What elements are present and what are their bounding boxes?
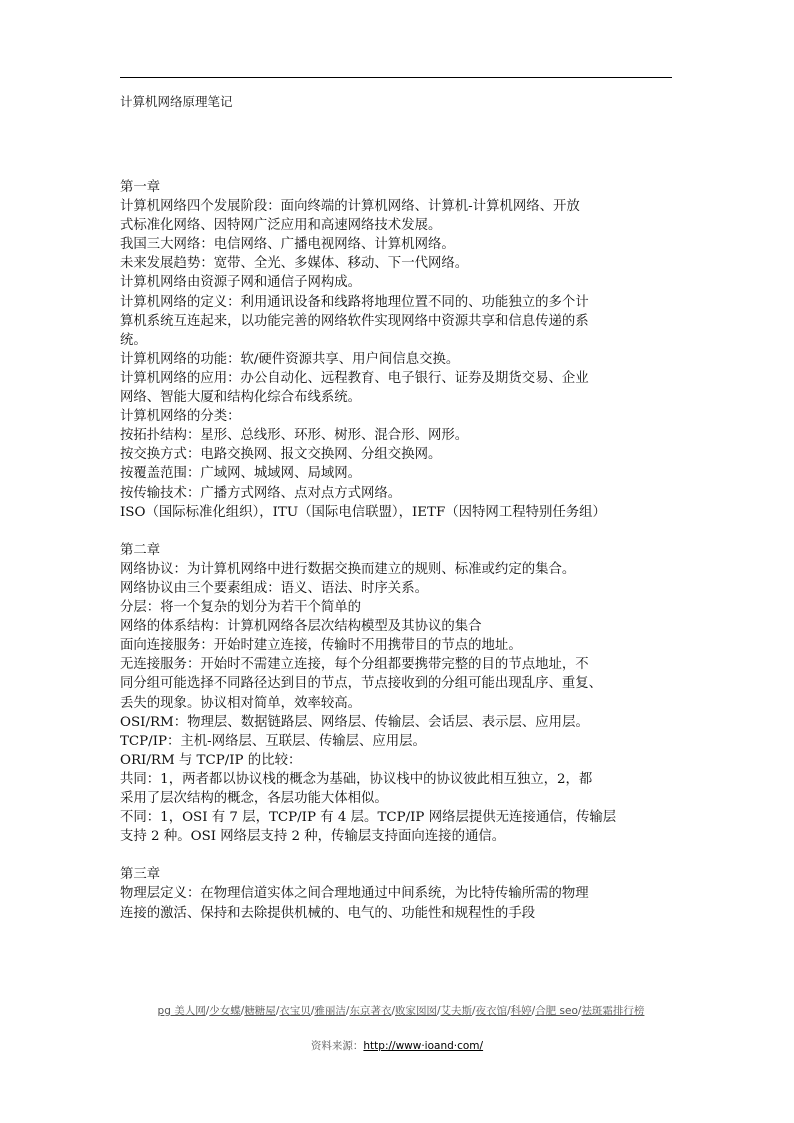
- paragraph-line: TCP/IP：主机-网络层、互联层、传输层、应用层。: [120, 733, 426, 749]
- paragraph-line: 未来发展趋势：宽带、全光、多媒体、移动、下一代网络。: [120, 256, 469, 272]
- chapter-heading: 第一章: [120, 180, 161, 195]
- paragraph-line: 无连接服务：开始时不需建立连接，每个分组都要携带完整的目的节点地址，不: [120, 657, 589, 673]
- footer-link[interactable]: 艾夫斯: [440, 1005, 473, 1017]
- paragraph-line: 按覆盖范围：广域网、城域网、局域网。: [120, 466, 362, 482]
- paragraph-line: 计算机网络的分类：: [120, 409, 241, 425]
- footer-link[interactable]: 合肥 seo: [535, 1005, 578, 1017]
- paragraph-line: 丢失的现象。协议相对简单，效率较高。: [120, 695, 362, 711]
- paragraph-line: 按交换方式：电路交换网、报文交换网、分组交换网。: [120, 447, 442, 463]
- footer-link[interactable]: 衣宝贝: [279, 1005, 311, 1017]
- paragraph-line: 不同：1，OSI 有 7 层，TCP/IP 有 4 层。TCP/IP 网络层提供无连接通信，传输层: [120, 810, 617, 826]
- chapter-heading: 第二章: [120, 542, 161, 558]
- paragraph-line: 计算机网络由资源子网和通信子网构成。: [120, 275, 362, 291]
- paragraph-line: 按传输技术：广播方式网络、点对点方式网络。: [120, 485, 402, 501]
- paragraph-line: 按拓扑结构：星形、总线形、环形、树形、混合形、网形。: [120, 428, 469, 444]
- footer-link[interactable]: pg 美人网: [157, 1005, 206, 1017]
- paragraph-line: 计算机网络的应用：办公自动化、远程教育、电子银行、证券及期货交易、企业: [120, 370, 589, 386]
- paragraph-line: 式标准化网络、因特网广泛应用和高速网络技术发展。: [120, 218, 442, 234]
- paragraph-line: 计算机网络四个发展阶段：面向终端的计算机网络、计算机-计算机网络、开放: [120, 199, 580, 215]
- paragraph-line: 物理层定义：在物理信道实体之间合理地通过中间系统，为比特传输所需的物理: [120, 886, 589, 902]
- chapter-heading: 第三章: [120, 867, 161, 883]
- paragraph-line: ORI/RM 与 TCP/IP 的比较：: [120, 752, 302, 768]
- footer-link[interactable]: 科婷: [510, 1005, 532, 1017]
- blank-line: [120, 522, 676, 541]
- paragraph-line: 连接的激活、保持和去除提供机械的、电气的、功能性和规程性的手段: [120, 905, 536, 921]
- paragraph-line: OSI/RM：物理层、数据链路层、网络层、传输层、会话层、表示层、应用层。: [120, 714, 589, 730]
- paragraph-line: 算机系统互连起来，以功能完善的网络软件实现网络中资源共享和信息传递的系: [120, 313, 589, 329]
- source-label: 资料来源：: [310, 1040, 364, 1052]
- footer-link[interactable]: 雅丽洁: [314, 1005, 346, 1017]
- paragraph-line: ISO（国际标准化组织），ITU（国际电信联盟），IETF（因特网工程特别任务组）: [120, 504, 606, 520]
- paragraph-line: 网络协议：为计算机网络中进行数据交换而建立的规则、标准或约定的集合。: [120, 561, 576, 577]
- paragraph-line: 网络协议由三个要素组成：语义、语法、时序关系。: [120, 580, 428, 596]
- footer-link[interactable]: 败家囡囡: [395, 1005, 437, 1017]
- footer-link[interactable]: 祛斑霜排行榜: [581, 1005, 645, 1017]
- paragraph-line: 我国三大网络：电信网络、广播电视网络、计算机网络。: [120, 237, 455, 253]
- footer-link[interactable]: 少女蝶: [209, 1005, 241, 1017]
- paragraph-line: 分层：将一个复杂的划分为若干个简单的: [120, 600, 362, 616]
- footer-link[interactable]: 糖糖屋: [244, 1005, 276, 1017]
- document-body: [120, 178, 676, 923]
- paragraph-line: 统。: [120, 332, 147, 348]
- source-link[interactable]: http://www·ioand·com/: [363, 1040, 484, 1052]
- paragraph-line: 采用了层次结构的概念，各层功能大体相似。: [120, 791, 388, 806]
- document-title: 计算机网络原理笔记: [120, 94, 233, 109]
- blank-line: [120, 846, 676, 865]
- footer-link[interactable]: 夜衣馆: [475, 1005, 508, 1017]
- paragraph-line: 计算机网络的定义：利用通讯设备和线路将地理位置不同的、功能独立的多个计: [120, 294, 589, 310]
- paragraph-line: 同分组可能选择不同路径达到目的节点，节点接收到的分组可能出现乱序、重复、: [120, 676, 603, 692]
- header-rule: [120, 77, 672, 78]
- footer-links: pg 美人网/少女蝶/糖糖屋/衣宝贝/雅丽洁/东京著衣/败家囡囡/艾夫斯/夜衣馆/科婷/合肥 seo/祛斑霜排行榜: [157, 1005, 645, 1017]
- paragraph-line: 网络、智能大厦和结构化综合布线系统。: [120, 390, 362, 406]
- paragraph-line: 共同：1，两者都以协议栈的概念为基础，协议栈中的协议彼此相互独立，2，都: [120, 771, 593, 787]
- paragraph-line: 支持 2 种。OSI 网络层支持 2 种，传输层支持面向连接的通信。: [120, 829, 506, 845]
- source-line: [0, 1038, 794, 1053]
- footer-link[interactable]: 东京著衣: [349, 1005, 392, 1017]
- paragraph-line: 面向连接服务：开始时建立连接，传输时不用携带目的节点的地址。: [120, 638, 522, 654]
- paragraph-line: 计算机网络的功能：软/硬件资源共享、用户间信息交换。: [120, 351, 460, 367]
- paragraph-line: 网络的体系结构：计算机网络各层次结构模型及其协议的集合: [120, 619, 482, 635]
